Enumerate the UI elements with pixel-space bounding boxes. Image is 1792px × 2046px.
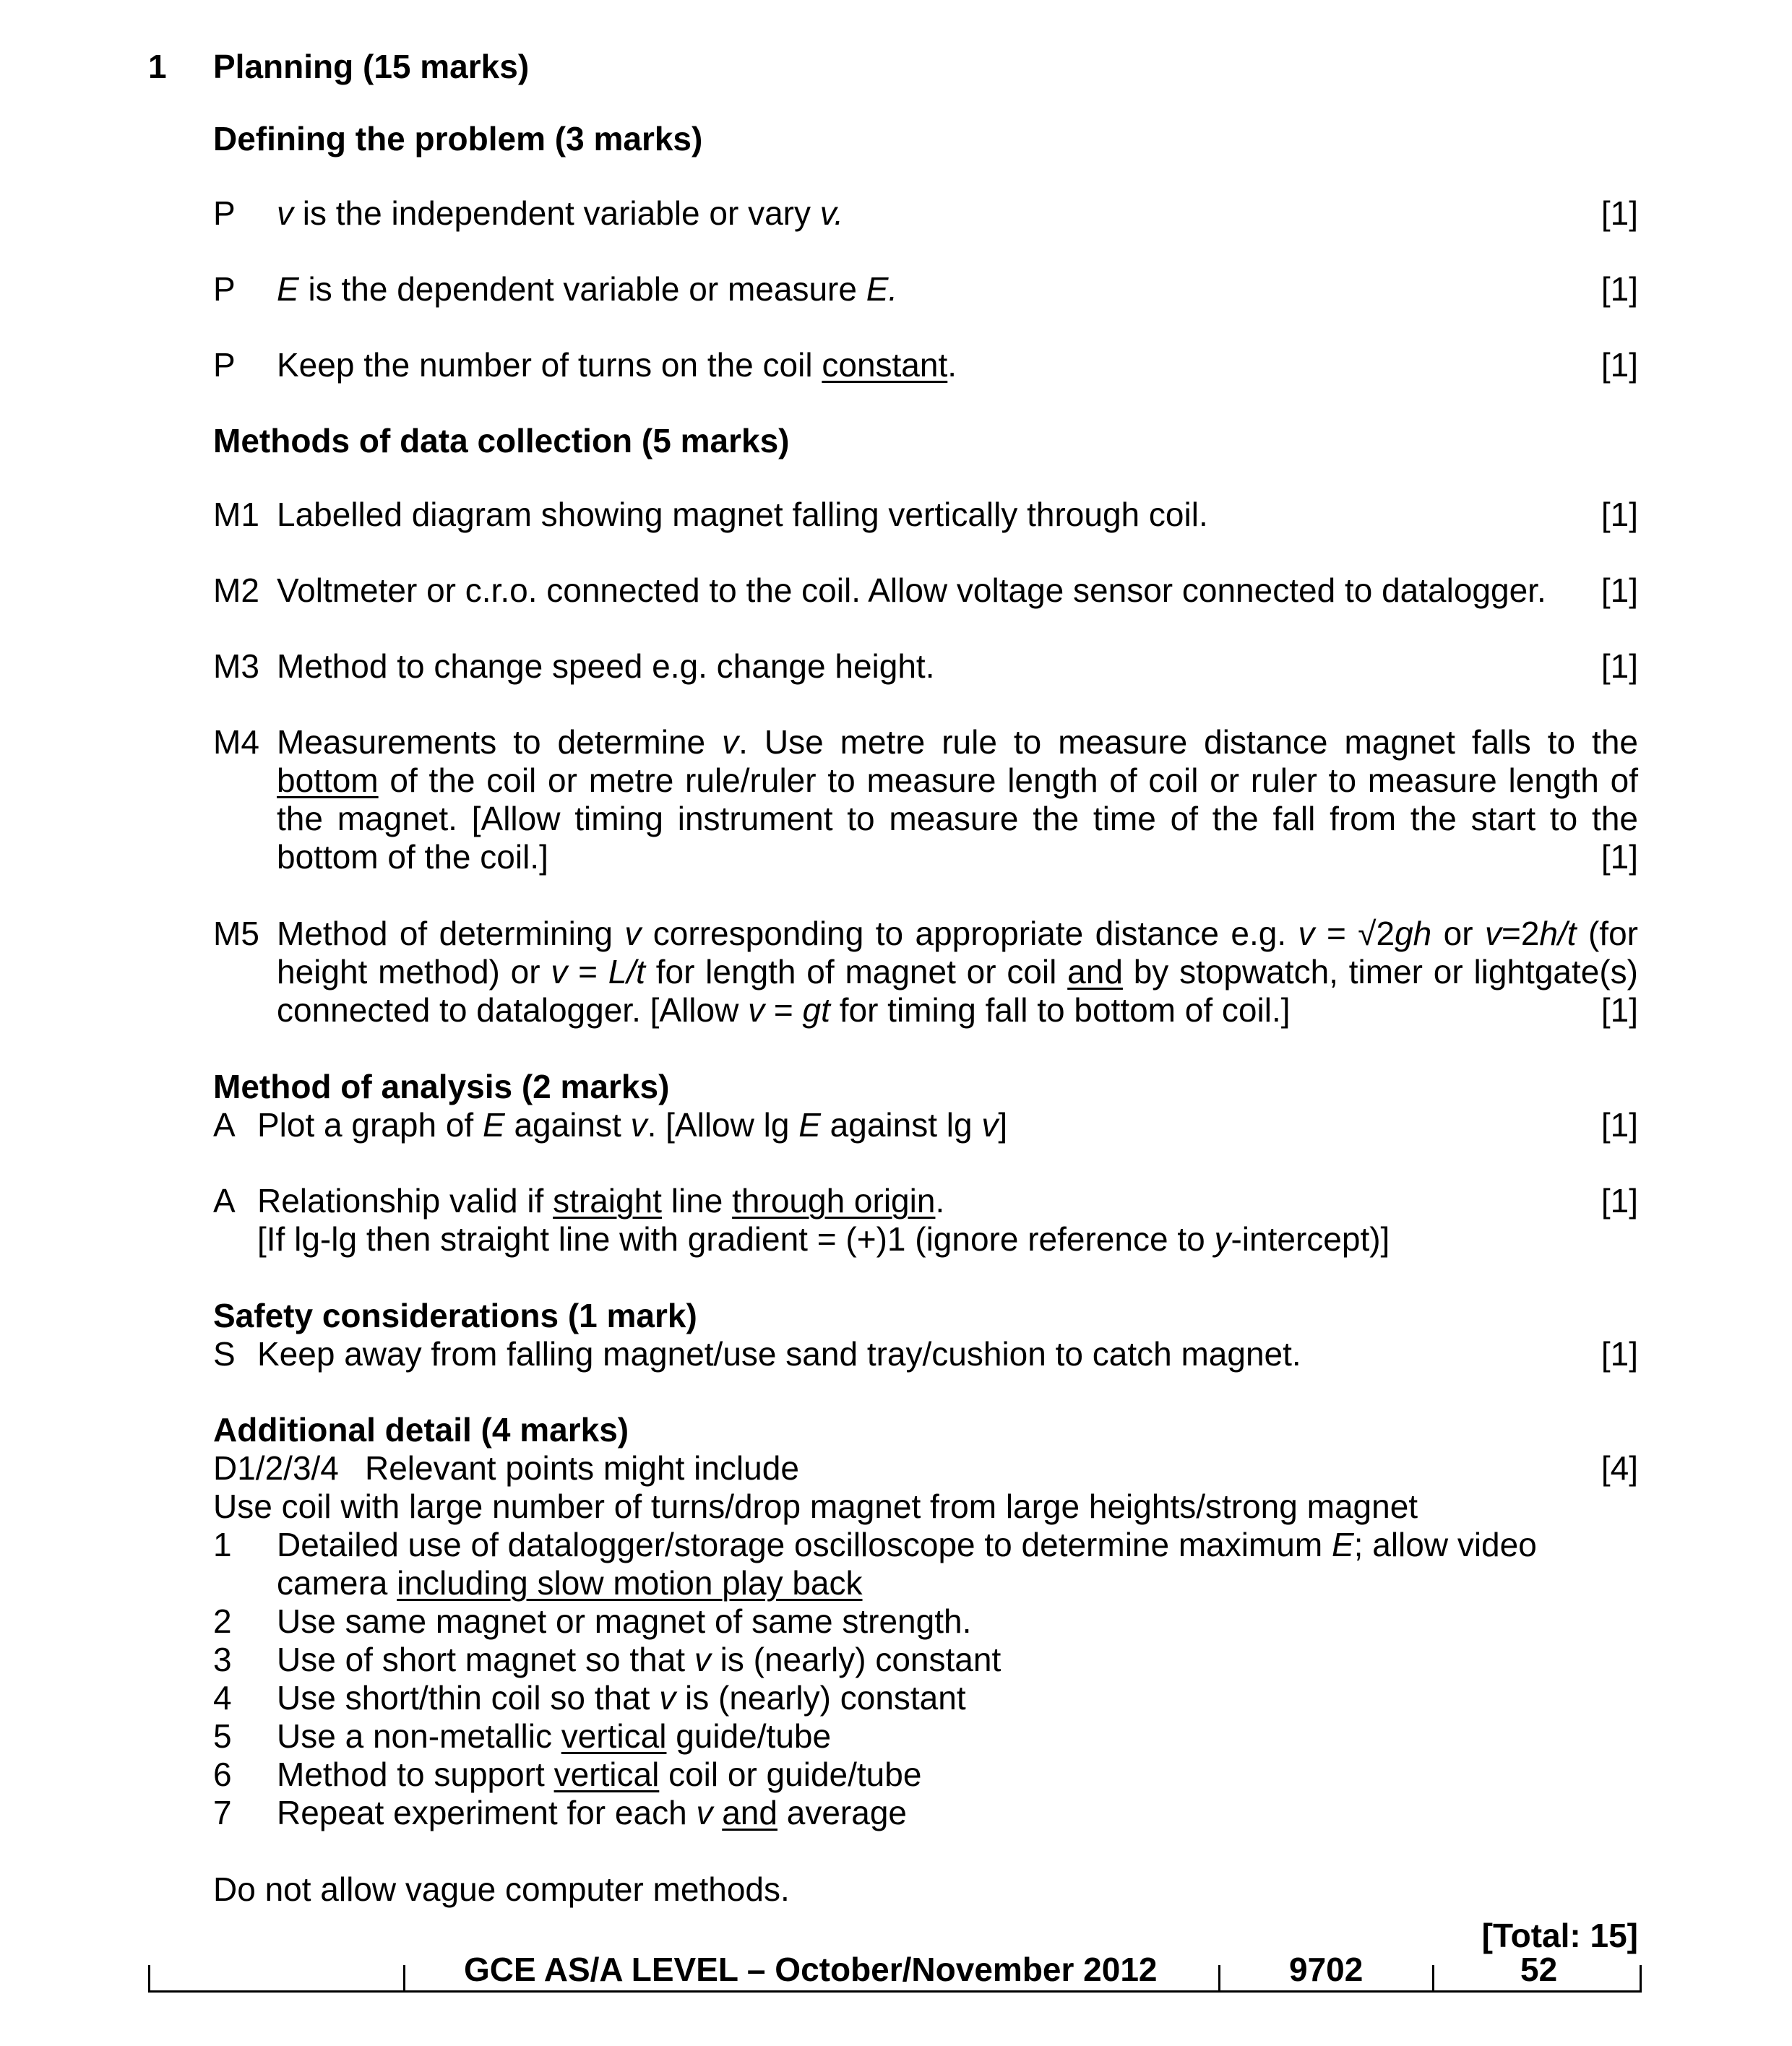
footer-syllabus: 9702	[1289, 1951, 1364, 1988]
item-mark: [1]	[1601, 838, 1638, 876]
section-heading-safety: Safety considerations (1 mark)	[213, 1297, 697, 1334]
list-item-text: Use of short magnet so that v is (nearly) constant	[277, 1641, 1001, 1678]
item-code: P	[213, 194, 236, 232]
item-text: Labelled diagram showing magnet falling vertically through coil.	[277, 496, 1208, 533]
question-title: Planning (15 marks)	[213, 48, 530, 85]
list-item-number: 7	[213, 1794, 232, 1831]
list-item-text: Repeat experiment for each v and average	[277, 1794, 907, 1831]
item-mark: [1]	[1601, 991, 1638, 1029]
item-mark: [1]	[1601, 346, 1638, 384]
list-item-text: Detailed use of datalogger/storage oscilloscope to determine maximum E; allow video	[277, 1526, 1537, 1563]
list-item-number: 3	[213, 1641, 232, 1678]
item-mark: [4]	[1601, 1449, 1638, 1487]
item-text: Measurements to determine v. Use metre rule to measure distance magnet falls to the bottom of the coil or metre rule/ruler to measure length of coil or ruler to measure length of the magnet. [Allow timing instrument to measure the time of the fall from the start to the bottom of the coil.]	[277, 723, 1638, 876]
footer-exam: GCE AS/A LEVEL – October/November 2012	[464, 1951, 1158, 1988]
item-text-note: [If lg-lg then straight line with gradient = (+)1 (ignore reference to y-intercept)]	[257, 1220, 1390, 1258]
item-mark: [1]	[1601, 496, 1638, 533]
item-text: E is the dependent variable or measure E.	[277, 270, 898, 308]
item-code: D1/2/3/4	[213, 1449, 339, 1487]
item-text: Plot a graph of E against v. [Allow lg E against lg v]	[257, 1106, 1008, 1144]
item-code: M1	[213, 496, 259, 533]
item-code: M3	[213, 647, 259, 685]
list-item-text: Use same magnet or magnet of same strength.	[277, 1602, 972, 1640]
item-mark: [1]	[1601, 571, 1638, 609]
item-mark: [1]	[1601, 647, 1638, 685]
total-marks: [Total: 15]	[1481, 1917, 1638, 1954]
item-mark: [1]	[1601, 1182, 1638, 1220]
item-mark: [1]	[1601, 194, 1638, 232]
item-text: Method of determining v corresponding to appropriate distance e.g. v = √2gh or v=2h/t (for height method) or v = L/t for length of magnet or coil and by stopwatch, timer or lightgate(s) connected to datalogger. [Allow v = gt for timing fall to bottom of coil.]	[277, 915, 1638, 1029]
item-mark: [1]	[1601, 270, 1638, 308]
item-text: Method to change speed e.g. change height.	[277, 647, 935, 685]
item-code: M4	[213, 723, 259, 761]
item-code: M2	[213, 571, 259, 609]
footer-divider	[1218, 1965, 1220, 1993]
list-item-number: 1	[213, 1526, 232, 1563]
list-item-text: Use short/thin coil so that v is (nearly) constant	[277, 1679, 966, 1717]
item-code: S	[213, 1335, 236, 1373]
item-text: Relationship valid if straight line through origin.	[257, 1182, 945, 1220]
item-text: v is the independent variable or vary v.	[277, 194, 844, 232]
list-item-text-cont: camera including slow motion play back	[277, 1564, 863, 1602]
item-mark: [1]	[1601, 1335, 1638, 1373]
question-number: 1	[148, 48, 167, 85]
item-code: A	[213, 1182, 236, 1220]
item-text: Relevant points might include	[365, 1449, 799, 1487]
list-item-number: 5	[213, 1717, 232, 1755]
item-text: Voltmeter or c.r.o. connected to the coil. Allow voltage sensor connected to datalogger.	[277, 571, 1546, 609]
footer-divider	[1432, 1965, 1434, 1993]
item-code: P	[213, 270, 236, 308]
footer-paper: 52	[1520, 1951, 1558, 1988]
list-item-number: 4	[213, 1679, 232, 1717]
section-heading-additional: Additional detail (4 marks)	[213, 1411, 629, 1449]
footer-divider	[1640, 1965, 1642, 1993]
item-code: P	[213, 346, 236, 384]
section-heading-analysis: Method of analysis (2 marks)	[213, 1068, 670, 1105]
section-heading-defining: Defining the problem (3 marks)	[213, 120, 703, 157]
list-item-number: 2	[213, 1602, 232, 1640]
footer-divider	[148, 1965, 150, 1993]
list-item-text: Use a non-metallic vertical guide/tube	[277, 1717, 832, 1755]
note: Do not allow vague computer methods.	[213, 1870, 790, 1908]
footer-divider	[403, 1965, 405, 1993]
item-text: Keep the number of turns on the coil constant.	[277, 346, 957, 384]
item-code: A	[213, 1106, 236, 1144]
item-text: Keep away from falling magnet/use sand tray/cushion to catch magnet.	[257, 1335, 1301, 1373]
item-code: M5	[213, 915, 259, 952]
list-item-number: 6	[213, 1756, 232, 1793]
item-intro: Use coil with large number of turns/drop magnet from large heights/strong magnet	[213, 1488, 1418, 1525]
footer-rule	[148, 1990, 1642, 1993]
item-mark: [1]	[1601, 1106, 1638, 1144]
section-heading-methods: Methods of data collection (5 marks)	[213, 422, 790, 459]
list-item-text: Method to support vertical coil or guide/tube	[277, 1756, 922, 1793]
